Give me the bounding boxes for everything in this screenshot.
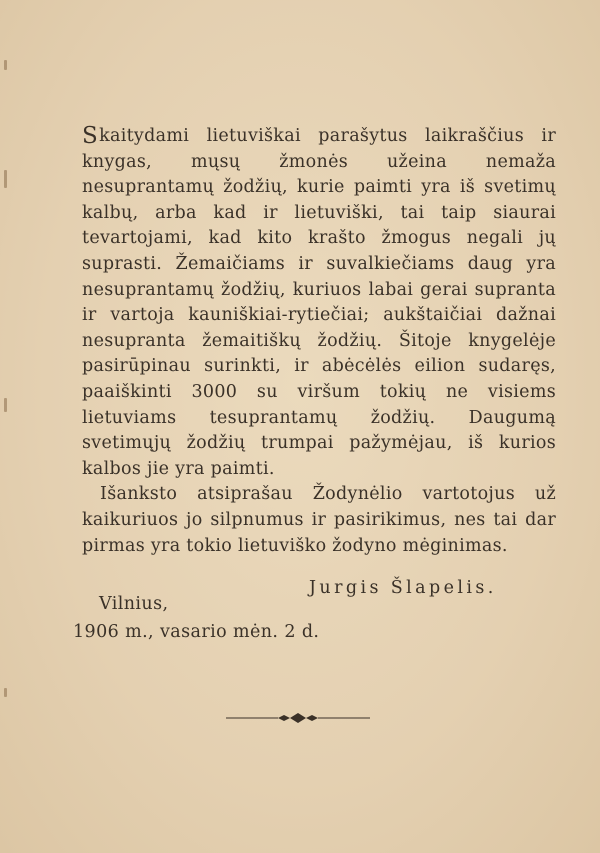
date-line: 1906 m., vasario mėn. 2 d. bbox=[73, 622, 320, 642]
author-signature: Jurgis Šlapelis. bbox=[309, 578, 497, 598]
paper-edge-mark bbox=[4, 60, 7, 70]
preface-paragraph-1 bbox=[82, 124, 556, 482]
paper-edge-mark bbox=[4, 170, 7, 188]
paper-edge-mark bbox=[4, 398, 7, 412]
ornament-divider-icon bbox=[226, 711, 370, 725]
place-line: Vilnius, bbox=[99, 594, 169, 614]
preface-paragraph-1-text: kaitydami lietuviškai parašytus laikraščius ir knygas, mųsų žmonės užeina nemaža nesuprantamų žodžių, kurie paimti yra iš svetimų kalbų, arba kad ir lietuviški, tai taip siaurai tevartojami, kad kito krašto žmogus negali jų suprasti. Žemaičiams ir suvalkiečiams daug yra nesuprantamų žodžių, kuriuos labai gerai supranta ir vartoja kauniškiai-rytiečiai; aukštaičiai dažnai nesupranta žemaitiškų žodžių. Šitoje knygelėje pasirūpinau surinkti, ir abėcėlės eilion sudaręs, paaiškinti 3000 su viršum tokių ne visiems lietuviams tesuprantamų žodžių. Daugumą svetimųjų žodžių trumpai pažymėjau, iš kurios kalbos jie yra paimti. bbox=[82, 126, 556, 479]
paper-edge-mark bbox=[4, 688, 7, 697]
preface-text bbox=[82, 124, 556, 559]
preface-paragraph-2: Išanksto atsiprašau Žodynėlio vartotojus už kaikuriuos jo silpnumus ir pasirikimus, nes tai dar pirmas yra tokio lietuviško žodyno mėginimas. bbox=[82, 484, 556, 556]
drop-cap: S bbox=[82, 123, 99, 149]
